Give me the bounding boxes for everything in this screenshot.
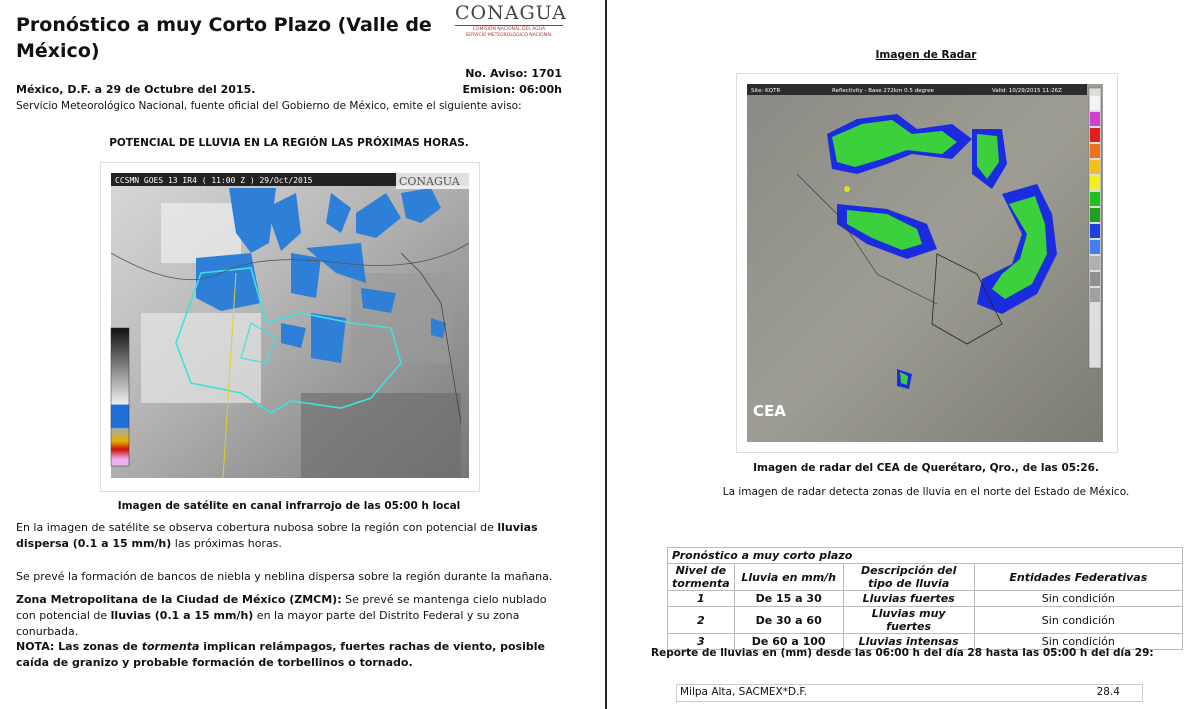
storm-note: NOTA: Las zonas de tormenta implican relámpagos, fuertes rachas de viento, posible caída de granizo y probable formación de torbellinos o tornado. — [16, 640, 545, 669]
col-header-descripcion: Descripción del tipo de lluvia — [843, 564, 974, 591]
paragraph-zmcm: Zona Metropolitana de la Ciudad de México (ZMCM): Se prevé se mantenga cielo nublado con potencial de lluvias (0.1 a 15 mm/h) en la mayor parte del Distrito Federal y su zona conurbada. — [16, 593, 547, 638]
forecast-table-title: Pronóstico a muy corto plazo — [668, 548, 1183, 564]
radar-title: Imagen de Radar — [875, 49, 977, 61]
satellite-logo: CONAGUA — [399, 175, 460, 188]
radar-cea-logo: CEA — [753, 402, 786, 420]
satellite-image-frame — [100, 162, 480, 492]
table-row: 2 De 30 a 60 Lluvias muy fuertes Sin condición — [668, 607, 1183, 634]
col-header-entidades: Entidades Federativas — [974, 564, 1182, 591]
date-line: México, D.F. a 29 de Octubre del 2015. — [16, 83, 256, 96]
aviso-number: No. Aviso: 1701 — [465, 67, 562, 80]
radar-image-frame — [736, 73, 1118, 453]
report-value: 28.4 — [1096, 686, 1120, 698]
forecast-table-header — [668, 564, 1183, 591]
page-divider — [605, 0, 607, 709]
table-row: 1 De 15 a 30 Lluvias fuertes Sin condición — [668, 591, 1183, 607]
forecast-table-title-row — [668, 548, 1183, 564]
paragraph-cloud-cover: En la imagen de satélite se observa cobertura nubosa sobre la región con potencial de lluvias dispersa (0.1 a 15 mm/h) las próximas horas. — [16, 521, 538, 550]
rain-headline: POTENCIAL DE LLUVIA EN LA REGIÓN LAS PRÓXIMAS HORAS. — [109, 137, 469, 149]
emision-time: Emision: 06:00h — [462, 83, 562, 96]
rain-report-row — [676, 684, 1143, 702]
radar-image — [737, 74, 1117, 452]
col-header-nivel: Nivel de tormenta — [668, 564, 735, 591]
radar-bar-product: Reflectivity - Base 272km 0.5 degree — [832, 88, 934, 94]
paragraph-fog: Se prevé la formación de bancos de niebla y neblina dispersa sobre la región durante la mañana. — [16, 570, 553, 583]
intro-text: Servicio Meteorológico Nacional, fuente oficial del Gobierno de México, emite el siguiente aviso: — [16, 100, 522, 112]
radar-description: La imagen de radar detecta zonas de lluvia en el norte del Estado de México. — [722, 486, 1130, 498]
forecast-table — [667, 547, 1183, 650]
radar-bar-valid: Valid: 10/29/2015 11:26Z — [992, 88, 1062, 94]
page-title: Pronóstico a muy Corto Plazo (Valle de México) — [16, 14, 432, 62]
satellite-caption: Imagen de satélite en canal infrarrojo de las 05:00 h local — [117, 500, 461, 512]
radar-bar-site: Site: KQTR — [751, 88, 781, 94]
table-row: 3 De 60 a 100 Lluvias intensas Sin condición — [668, 634, 1183, 650]
satellite-banner: CCSMN GOES 13 IR4 ( 11:00 Z ) 29/Oct/2015 — [115, 176, 313, 185]
col-header-lluvia: Lluvia en mm/h — [734, 564, 843, 591]
report-station: Milpa Alta, SACMEX*D.F. — [680, 686, 808, 698]
radar-caption: Imagen de radar del CEA de Querétaro, Qro., de las 05:26. — [753, 462, 1099, 474]
rain-report-title: Reporte de lluvias en (mm) desde las 06:00 h del día 28 hasta las 05:00 h del día 29: — [651, 647, 1154, 659]
satellite-image — [101, 163, 479, 491]
conagua-logo: CONAGUA COMISIÓN NACIONAL DEL AGUA SERVICIO METEOROLÓGICO NACIONAL — [455, 2, 567, 38]
